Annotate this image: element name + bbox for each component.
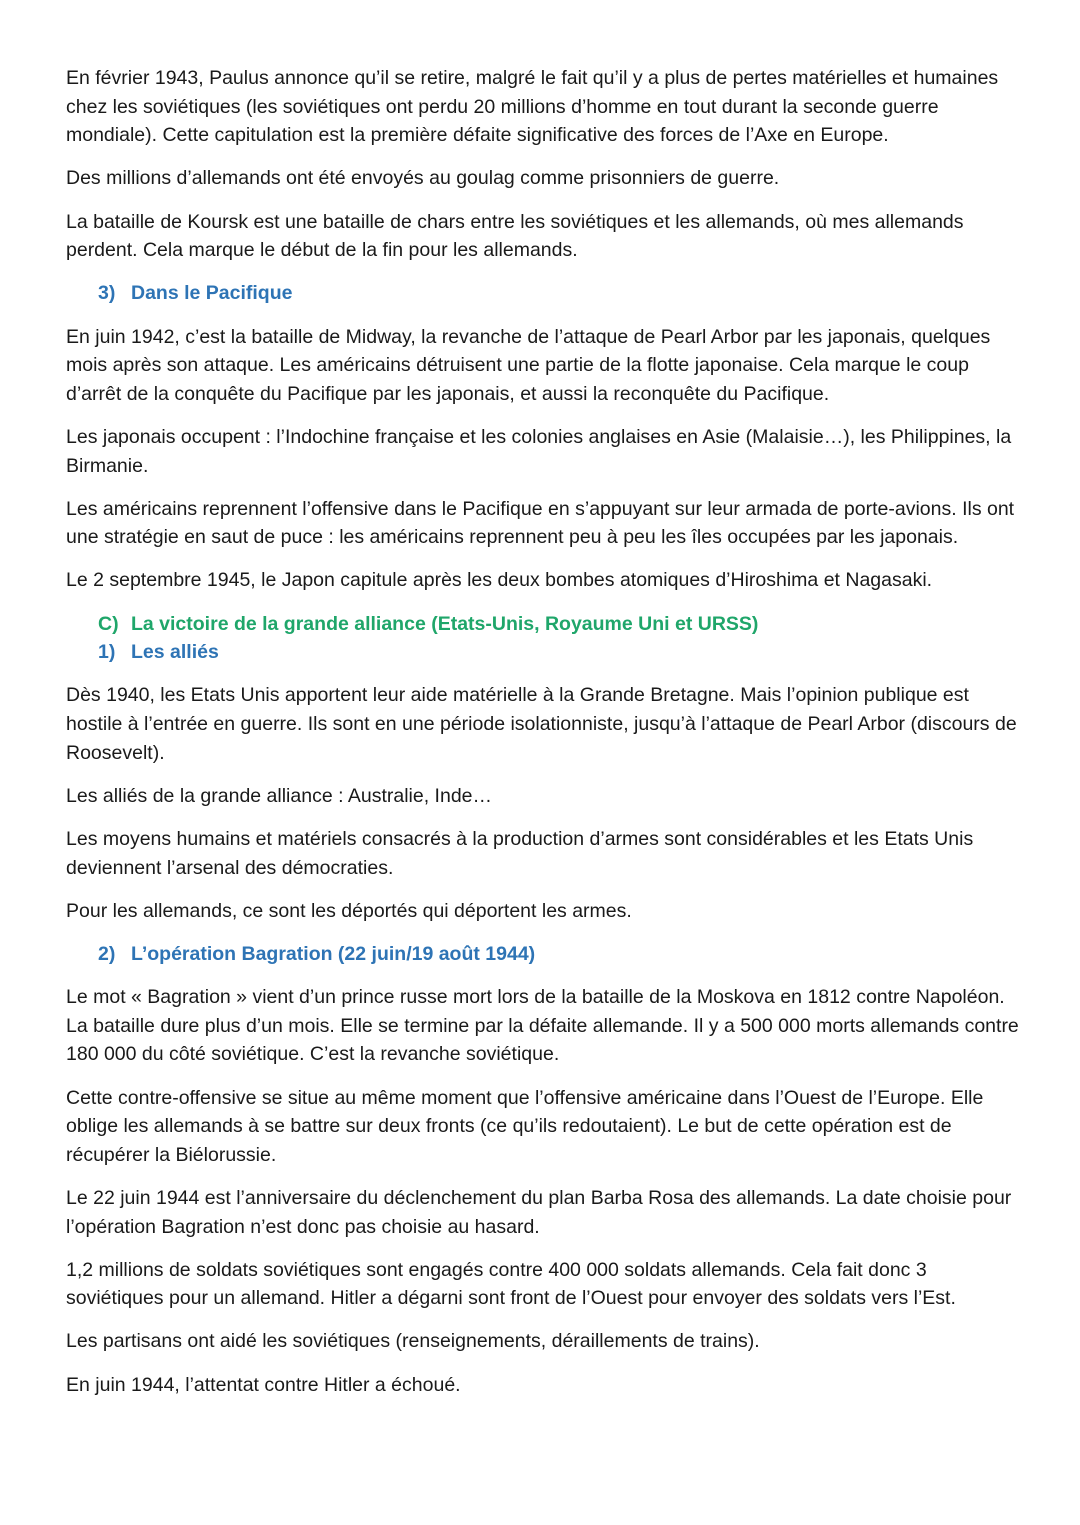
section-heading-bagration	[66, 940, 1020, 969]
paragraph: Les américains reprennent l’offensive dans le Pacifique en s’appuyant sur leur armada de porte-avions. Ils ont une stratégie en saut de puce : les américains reprennent peu à peu les îles occupées par les japonais.	[66, 497, 1015, 549]
heading-text: Les alliés	[131, 641, 219, 664]
paragraph: En juin 1942, c’est la bataille de Midway, la revanche de l’attaque de Pearl Arbor par les japonais, quelques mois après son attaque. Les américains détruisent une partie de la flotte japonaise. Cela marque le coup d’arrêt de la conquête du Pacifique par les japonais, et aussi la reconquête du Pacifique.	[66, 325, 991, 405]
paragraph: Dès 1940, les Etats Unis apportent leur aide matérielle à la Grande Bretagne. Mais l’opinion publique est hostile à l’entrée en guerre. Ils sont en une période isolationniste, jusqu’à l’attaque de Pearl Arbor (discours de Roosevelt).	[66, 684, 1017, 764]
heading-text: L’opération Bagration (22 juin/19 août 1944)	[131, 942, 536, 965]
heading-number: 3)	[98, 282, 116, 305]
paragraph: En juin 1944, l’attentat contre Hitler a échoué.	[66, 1373, 461, 1396]
paragraph: La bataille de Koursk est une bataille de chars entre les soviétiques et les allemands, où mes allemands perdent. Cela marque le début de la fin pour les allemands.	[66, 210, 964, 262]
heading-number: 2)	[98, 942, 116, 965]
heading-text: Dans le Pacifique	[131, 282, 293, 305]
paragraph: Le mot « Bagration » vient d’un prince russe mort lors de la bataille de la Moskova en 1812 contre Napoléon. La bataille dure plus d’un mois. Elle se termine par la défaite allemande. Il y a 500 000 morts allemands contre 180 000 du côté soviétique. C’est la revanche soviétique.	[66, 986, 1019, 1066]
paragraph: Les partisans ont aidé les soviétiques (renseignements, déraillements de trains).	[66, 1330, 760, 1353]
section-heading-pacifique	[66, 279, 1020, 308]
heading-number: 1)	[98, 641, 116, 664]
paragraph: En février 1943, Paulus annonce qu’il se retire, malgré le fait qu’il y a plus de pertes matérielles et humaines chez les soviétiques (les soviétiques ont perdu 20 millions d’homme en tout durant la seconde guerre mondiale). Cette capitulation est la première défaite significative des forces de l’Axe en Europe.	[66, 67, 999, 147]
section-heading-victoire	[66, 610, 1020, 639]
paragraph: Les alliés de la grande alliance : Australie, Inde…	[66, 784, 493, 807]
paragraph: 1,2 millions de soldats soviétiques sont engagés contre 400 000 soldats allemands. Cela fait donc 3 soviétiques pour un allemand. Hitler a dégarni sont front de l’Ouest pour envoyer des soldats vers l’Est.	[66, 1258, 956, 1310]
paragraph: Des millions d’allemands ont été envoyés au goulag comme prisonniers de guerre.	[66, 167, 780, 190]
paragraph: Cette contre-offensive se situe au même moment que l’offensive américaine dans l’Ouest de l’Europe. Elle oblige les allemands à se battre sur deux fronts (ce qu’ils redoutaient). Le but de cette opération est de récupérer la Biélorussie.	[66, 1086, 984, 1166]
heading-number: C)	[98, 612, 119, 635]
section-heading-allies	[66, 638, 1020, 667]
paragraph: Le 22 juin 1944 est l’anniversaire du déclenchement du plan Barba Rosa des allemands. La date choisie pour l’opération Bagration n’est donc pas choisie au hasard.	[66, 1186, 1012, 1238]
paragraph: Les japonais occupent : l’Indochine française et les colonies anglaises en Asie (Malaisie…), les Philippines, la Birmanie.	[66, 425, 1012, 477]
heading-text: La victoire de la grande alliance (Etats-Unis, Royaume Uni et URSS)	[131, 612, 759, 635]
paragraph: Les moyens humains et matériels consacrés à la production d’armes sont considérables et les Etats Unis deviennent l’arsenal des démocraties.	[66, 828, 974, 879]
paragraph: Le 2 septembre 1945, le Japon capitule après les deux bombes atomiques d’Hiroshima et Nagasaki.	[66, 569, 933, 592]
paragraph: Pour les allemands, ce sont les déportés qui déportent les armes.	[66, 899, 632, 922]
